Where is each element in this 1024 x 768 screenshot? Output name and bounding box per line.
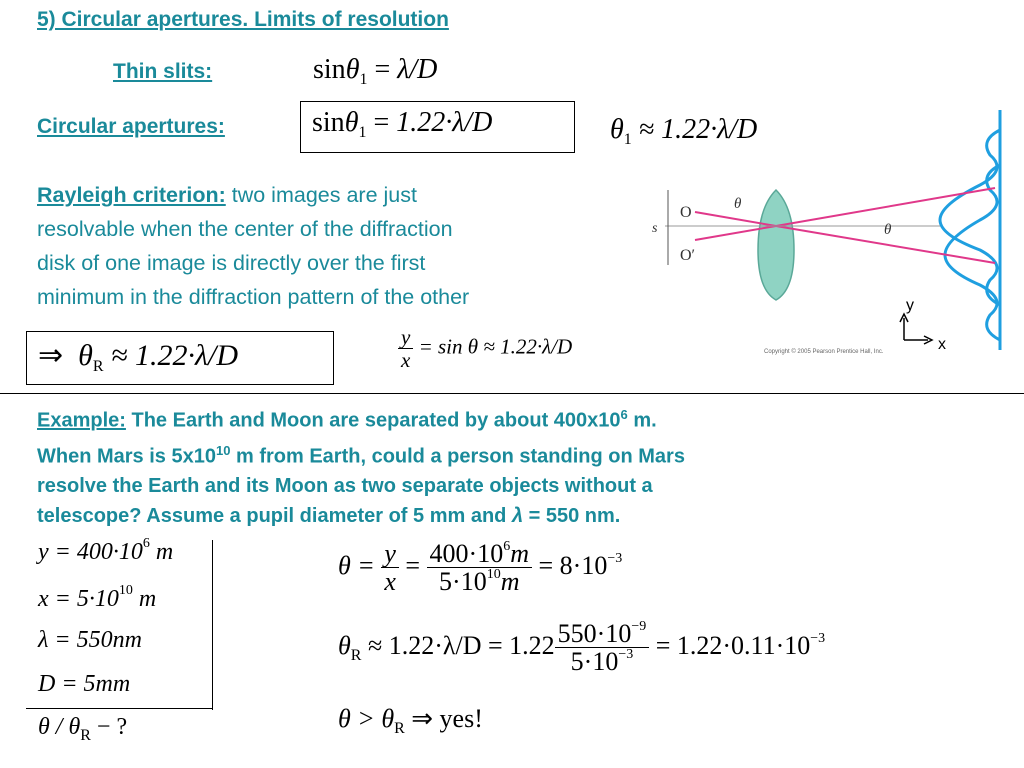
rayleigh-criterion-text: Rayleigh criterion: two images are just resolvable when the center of the diffraction disk of one image is directly over the first minimum in the diffraction pattern of the other (37, 183, 470, 309)
copyright-text: Copyright © 2005 Pearson Prentice Hall, Inc. (764, 349, 884, 355)
example-text: Example: The Earth and Moon are separated by about $400x10^6$ m. When Mars is $5x10^{10}$ m from Earth, could a person standing on Mars resolve the Earth and its Moon as two separate objects without a telescope? Assume a pupil diameter of 5 mm and λ = 550 nm. (37, 407, 685, 528)
given-question: θ / $\theta_R$ − ? (38, 714, 128, 744)
axis-y-label: y (906, 297, 914, 314)
circular-apertures-label: Circular apertures: (37, 115, 225, 138)
ray-lower-out (776, 188, 995, 226)
theta1-approx-formula: $\theta_1 \approx 1.22\cdot\lambda/D$ (610, 114, 758, 148)
label-o: O (680, 204, 692, 221)
given-lambda: λ = 550nm (38, 627, 142, 653)
given-y: $y = 400\cdot 10^6$ m (38, 536, 174, 565)
calc-theta: θ = $\frac{y}{x}$ = $\frac{400\cdot 10^6m}{5\cdot 10^{10}m}$ = $8\cdot 10^{-3}$ (338, 539, 623, 597)
axis-x-label: x (938, 336, 946, 353)
ratio-formula: $\frac{y}{x}$ = sin θ ≈ 1.22·λ/D (398, 326, 572, 371)
lens-shape (758, 190, 794, 300)
givens-vertical-line (212, 540, 213, 710)
circular-formula: sinθ$_1$ = 1.22·λ/D (312, 107, 493, 141)
diffraction-diagram (640, 100, 1024, 360)
label-theta-left: θ (734, 196, 742, 212)
label-s: s (652, 221, 658, 236)
given-d: D = 5mm (38, 671, 131, 697)
rayleigh-label: Rayleigh criterion: (37, 183, 226, 207)
calc-theta-r: $\theta_R \approx 1.22\cdot\lambda/D = 1.22$ $\frac{550\cdot 10^{-9}}{5\cdot 10^{-3}}$ = $1.22\cdot 0.11\cdot 10^{-3}$ (338, 619, 826, 677)
page-title: 5) Circular apertures. Limits of resolution (37, 8, 449, 31)
givens-horizontal-line (26, 708, 213, 709)
result-formula: ⇒ $\theta_R \approx 1.22\cdot\lambda/D$ (38, 339, 239, 375)
conclusion: $\theta > \theta_R$ ⇒ yes! (338, 704, 483, 737)
given-x: $x = 5\cdot 10^{10}$ m (38, 583, 157, 612)
label-theta-right: θ (884, 222, 892, 238)
example-label: Example: (37, 409, 126, 432)
thin-slits-formula: sinθ$_1$ = λ/D (313, 54, 438, 88)
thin-slits-label: Thin slits: (113, 60, 213, 83)
section-divider (0, 393, 1024, 394)
label-o-prime: O′ (680, 247, 696, 264)
